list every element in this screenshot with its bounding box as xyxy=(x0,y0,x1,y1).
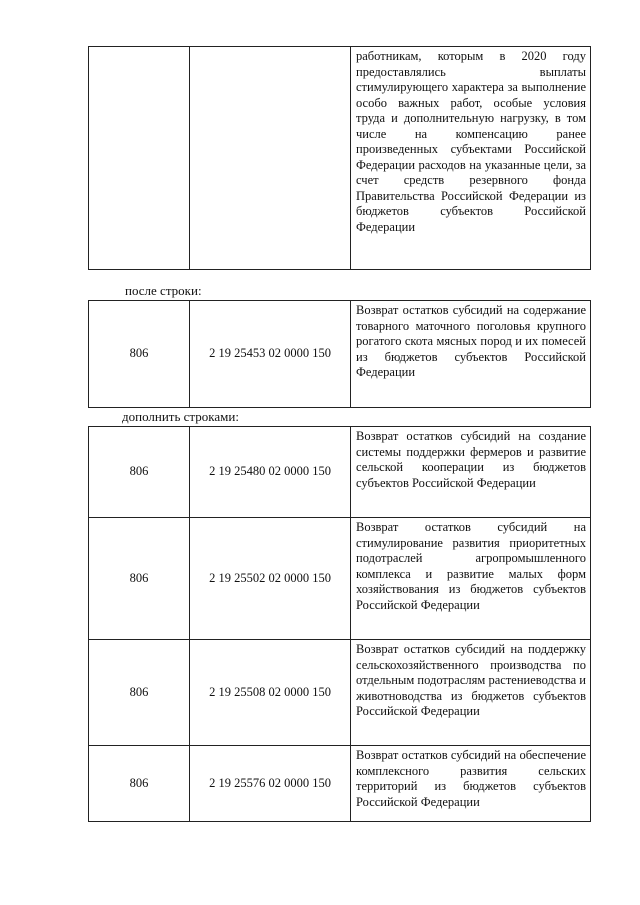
budget-classification-code-cell: 2 19 25502 02 0000 150 xyxy=(190,518,351,640)
admin-code-cell: 806 xyxy=(89,301,190,408)
admin-code-cell xyxy=(89,47,190,270)
admin-code-cell: 806 xyxy=(89,746,190,822)
admin-code-cell: 806 xyxy=(89,640,190,746)
income-description-cell xyxy=(351,746,591,822)
table-row xyxy=(89,301,591,408)
table-row xyxy=(89,427,591,518)
admin-code-cell: 806 xyxy=(89,427,190,518)
after-row-label: после строки: xyxy=(125,283,202,298)
continued-budget-table xyxy=(88,46,591,270)
budget-classification-code-cell: 2 19 25480 02 0000 150 xyxy=(190,427,351,518)
income-description: Возврат остатков субсидий на создание системы поддержки фермеров и развитие сельской кооперации из бюджетов субъектов Российской Федерации xyxy=(356,429,586,490)
budget-classification-code-cell xyxy=(190,47,351,270)
table-row xyxy=(89,47,591,270)
budget-classification-code-cell: 2 19 25453 02 0000 150 xyxy=(190,301,351,408)
income-description-cell xyxy=(351,301,591,408)
income-description-cell xyxy=(351,47,591,270)
income-description: Возврат остатков субсидий на поддержку сельскохозяйственного производства по отдельным подотраслям растениеводства и животноводства из бюджетов субъектов Российской Федерации xyxy=(356,642,586,718)
income-description: работникам, которым в 2020 году предоставлялись выплаты стимулирующего характера за выполнение особо важных работ, особые условия труда и дополнительную нагрузку, в том числе на компенсацию ранее произведенных субъектами Российской Федерации расходов на указанные цели, за счет средств резервного фонда Правительства Российской Федерации из бюджетов субъектов Российской Федерации xyxy=(356,49,586,234)
income-description: Возврат остатков субсидий на содержание товарного маточного поголовья крупного рогатого скота мясных пород и их помесей из бюджетов субъектов Российской Федерации xyxy=(356,303,586,379)
income-description: Возврат остатков субсидий на обеспечение комплексного развития сельских территорий из бюджетов субъектов Российской Федерации xyxy=(356,748,586,809)
admin-code-cell: 806 xyxy=(89,518,190,640)
added-rows-table xyxy=(88,426,591,822)
income-description-cell xyxy=(351,518,591,640)
add-rows-label: дополнить строками: xyxy=(122,409,239,424)
table-row xyxy=(89,518,591,640)
income-description: Возврат остатков субсидий на стимулирование развития приоритетных подотраслей агропромышленного комплекса и развитие малых форм хозяйствования из бюджетов субъектов Российской Федерации xyxy=(356,520,586,612)
table-row xyxy=(89,640,591,746)
income-description-cell xyxy=(351,640,591,746)
reference-row-table xyxy=(88,300,591,408)
budget-classification-code-cell: 2 19 25508 02 0000 150 xyxy=(190,640,351,746)
table-row xyxy=(89,746,591,822)
income-description-cell xyxy=(351,427,591,518)
budget-classification-code-cell: 2 19 25576 02 0000 150 xyxy=(190,746,351,822)
